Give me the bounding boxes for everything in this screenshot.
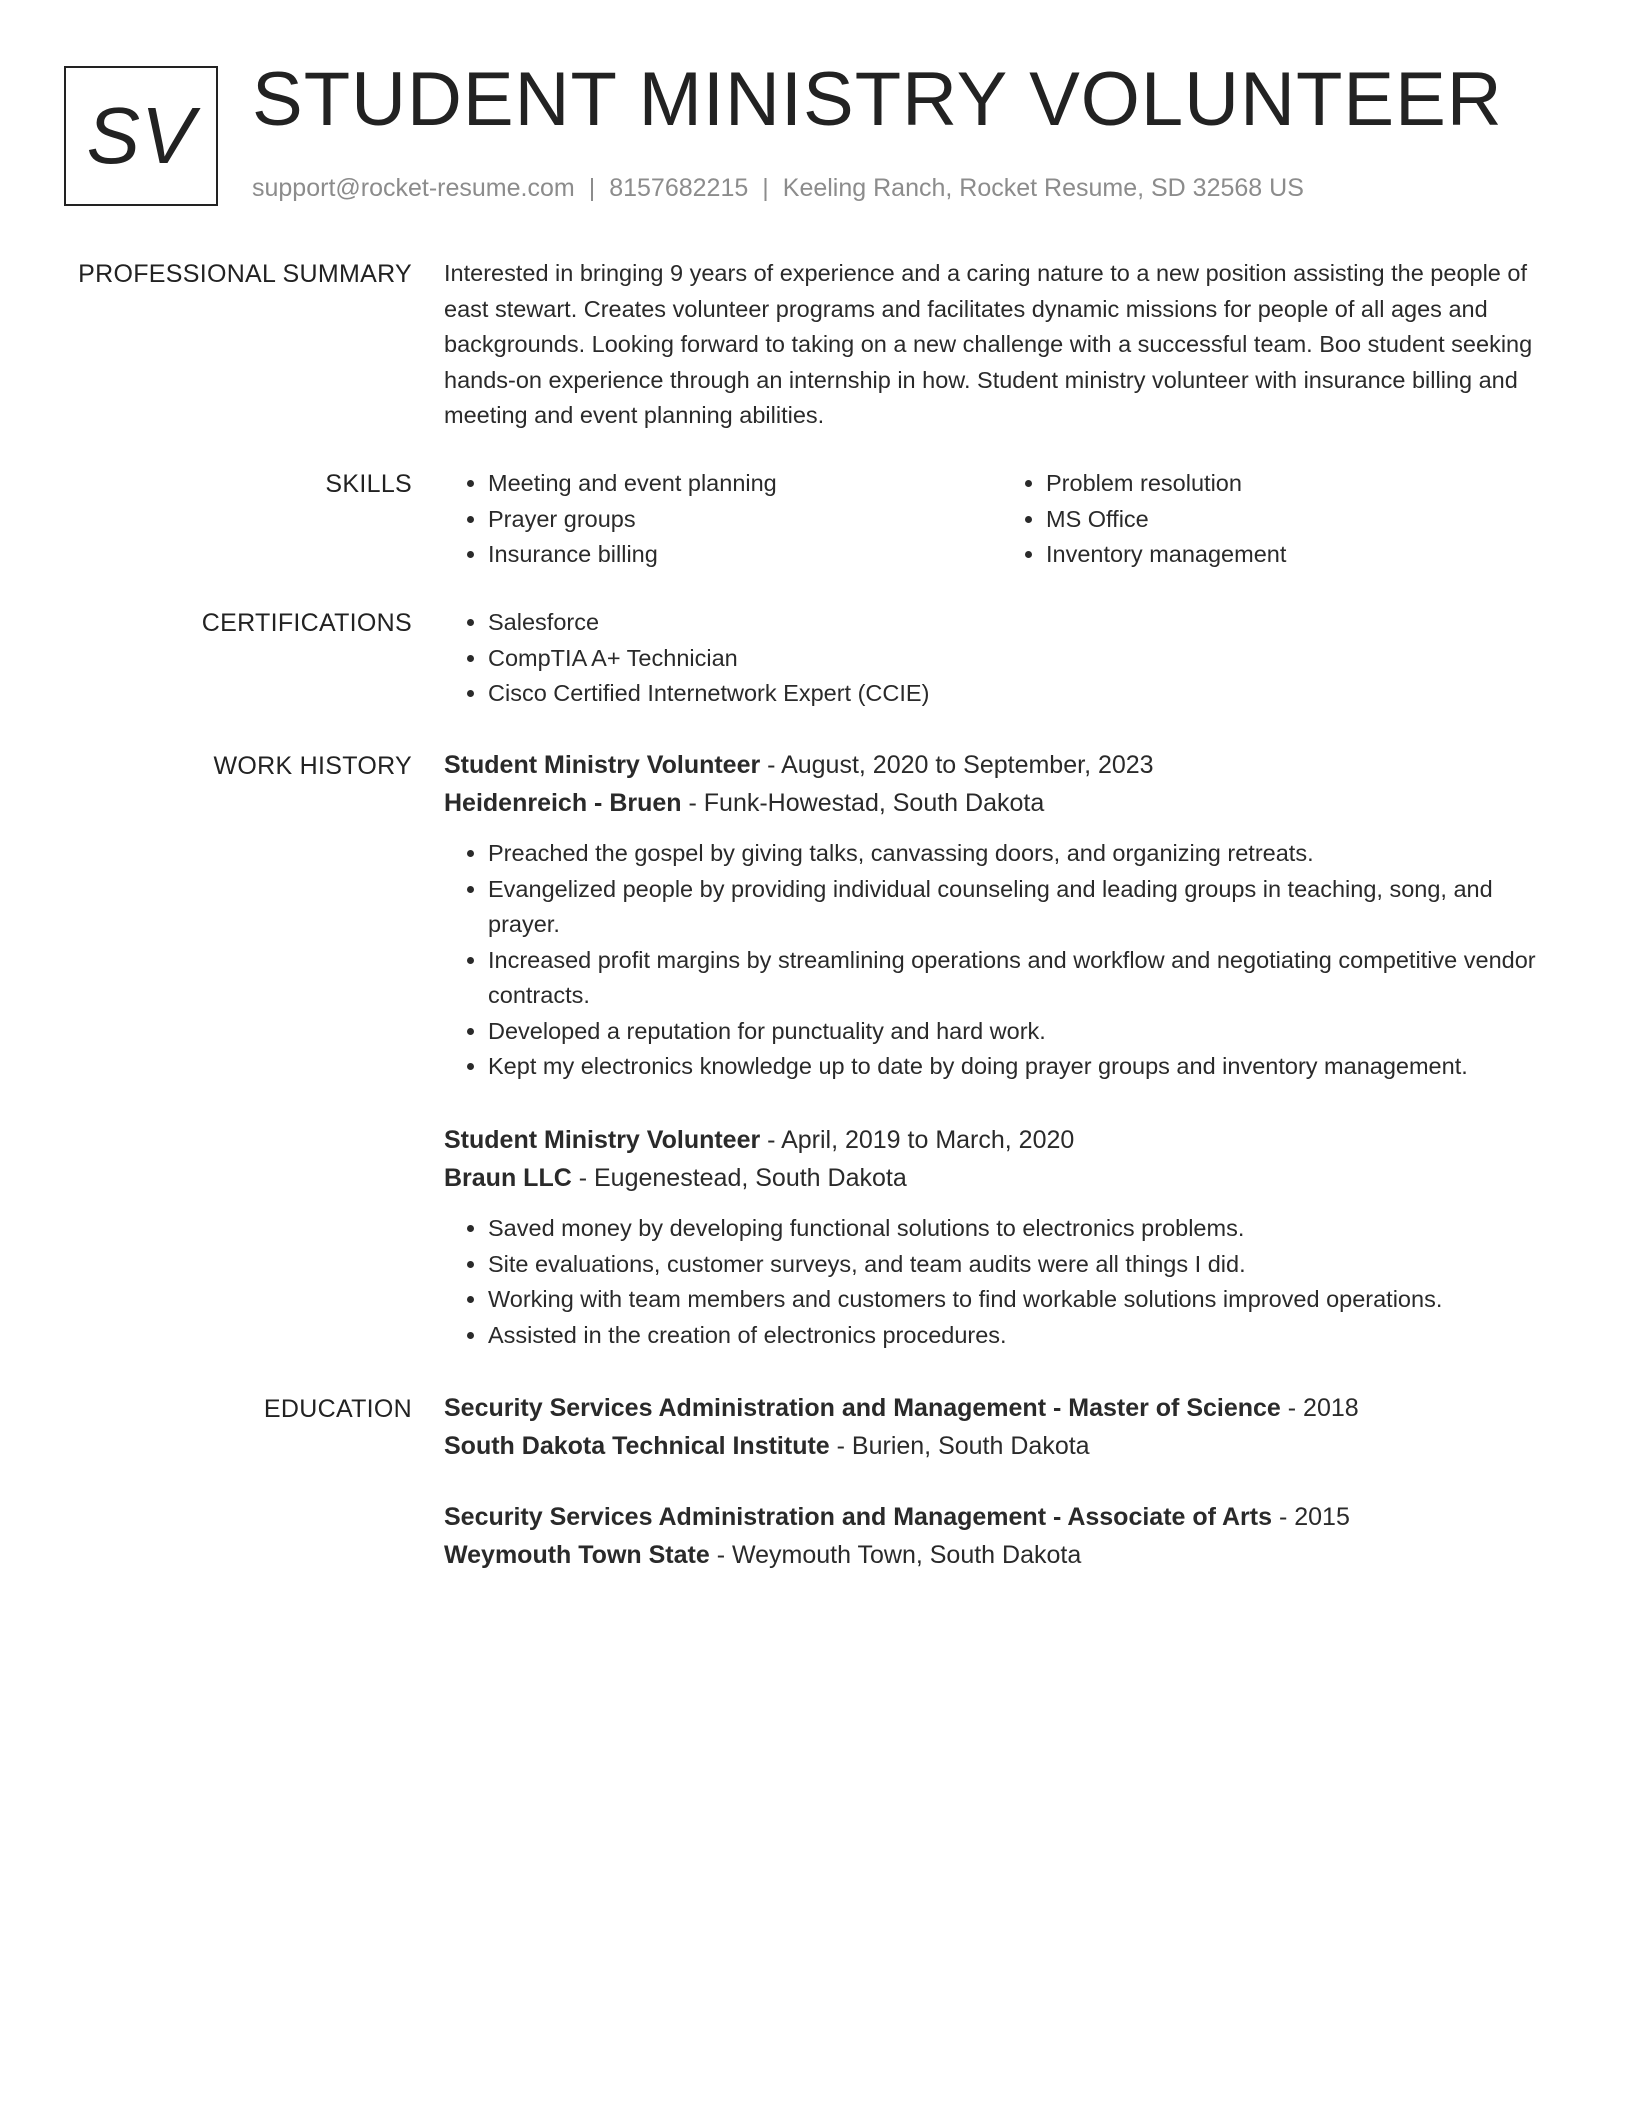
job-bullet: • Preached the gospel by giving talks, canvassing doors, and organizing retreats. [488,836,1560,872]
job-title: Student Ministry Volunteer [444,1126,761,1154]
certifications-heading: CERTIFICATIONS [201,609,412,637]
job-bullet: • Kept my electronics knowledge up to date by doing prayer groups and inventory management. [488,1049,1560,1085]
education-entry [444,1389,1560,1465]
contact-line [252,174,1304,203]
education-heading: EDUCATION [263,1395,412,1423]
skill-item: • Problem resolution [1046,466,1560,502]
job-company: Heidenreich - Bruen [444,789,682,817]
skill-item: • Insurance billing [488,537,1002,573]
skills-list [444,466,1560,573]
skills-column-1 [444,466,1002,573]
contact-email[interactable]: support@rocket-resume.com [252,174,575,202]
job-location: - Funk-Howestad, South Dakota [681,789,1045,817]
certification-item: • Salesforce [488,605,1560,641]
job-bullet: • Assisted in the creation of electronics procedures. [488,1318,1560,1354]
job-bullet: • Increased profit margins by streamlining operations and workflow and negotiating competitive vendor contracts. [488,943,1560,1014]
job-bullet: • Evangelized people by providing individual counseling and leading groups in teaching, song, and prayer. [488,872,1560,943]
contact-separator: | [762,174,769,202]
job-title-line [444,746,1560,784]
education-degree-line [444,1389,1560,1427]
education-school-line [444,1427,1560,1465]
certification-item: • Cisco Certified Internetwork Expert (CCIE) [488,676,1560,712]
contact-phone[interactable]: 8157682215 [609,174,749,202]
job-dates: - April, 2019 to March, 2020 [760,1126,1075,1154]
education-degree: Security Services Administration and Management - Master of Science [444,1394,1281,1422]
skill-item: • Inventory management [1046,537,1560,573]
education-degree-line [444,1498,1560,1536]
education-year: - 2018 [1280,1394,1359,1422]
job-bullet: • Working with team members and customers to find workable solutions improved operations. [488,1282,1560,1318]
education-school: Weymouth Town State [444,1541,710,1569]
education-location: - Burien, South Dakota [829,1432,1090,1460]
education-location: - Weymouth Town, South Dakota [709,1541,1082,1569]
summary-text: Interested in bringing 9 years of experience and a caring nature to a new position assisting the people of east stewart. Creates volunteer programs and facilitates dynamic missions for people of all ages and backgrounds. Looking forward to taking on a new challenge with a successful team. Boo student seeking hands-on experience through an internship in how. Student ministry volunteer with insurance billing and meeting and event planning abilities. [444,260,1533,428]
skill-item: • Prayer groups [488,502,1002,538]
job-company-line [444,1159,1560,1197]
work-history-heading: WORK HISTORY [213,752,412,780]
job-title-line [444,1121,1560,1159]
education-entry [444,1498,1560,1574]
job-dates: - August, 2020 to September, 2023 [760,751,1154,779]
job-bullet: • Saved money by developing functional solutions to electronics problems. [488,1211,1560,1247]
summary-heading: PROFESSIONAL SUMMARY [78,260,412,288]
skills-heading: SKILLS [325,470,412,498]
contact-address: Keeling Ranch, Rocket Resume, SD 32568 US [782,174,1304,202]
job-company-line [444,784,1560,822]
job-bullets [444,1211,1560,1353]
skills-column-2 [1002,466,1560,573]
skill-item: • Meeting and event planning [488,466,1002,502]
contact-separator: | [588,174,596,202]
certification-item: • CompTIA A+ Technician [488,641,1560,677]
skill-item: • MS Office [1046,502,1560,538]
resume-title: STUDENT MINISTRY VOLUNTEER [252,57,1503,142]
job-bullets [444,836,1560,1085]
job-entry [444,1121,1560,1353]
job-location: - Eugenestead, South Dakota [571,1164,907,1192]
job-bullet: • Developed a reputation for punctuality and hard work. [488,1014,1560,1050]
monogram-logo: SV [64,66,218,206]
education-year: - 2015 [1272,1503,1350,1531]
certifications-list [444,605,1560,712]
education-school: South Dakota Technical Institute [444,1432,830,1460]
education-degree: Security Services Administration and Management - Associate of Arts [444,1503,1273,1531]
education-school-line [444,1536,1560,1574]
job-entry [444,746,1560,1085]
job-company: Braun LLC [444,1164,572,1192]
job-title: Student Ministry Volunteer [444,751,761,779]
job-bullet: • Site evaluations, customer surveys, and team audits were all things I did. [488,1247,1560,1283]
